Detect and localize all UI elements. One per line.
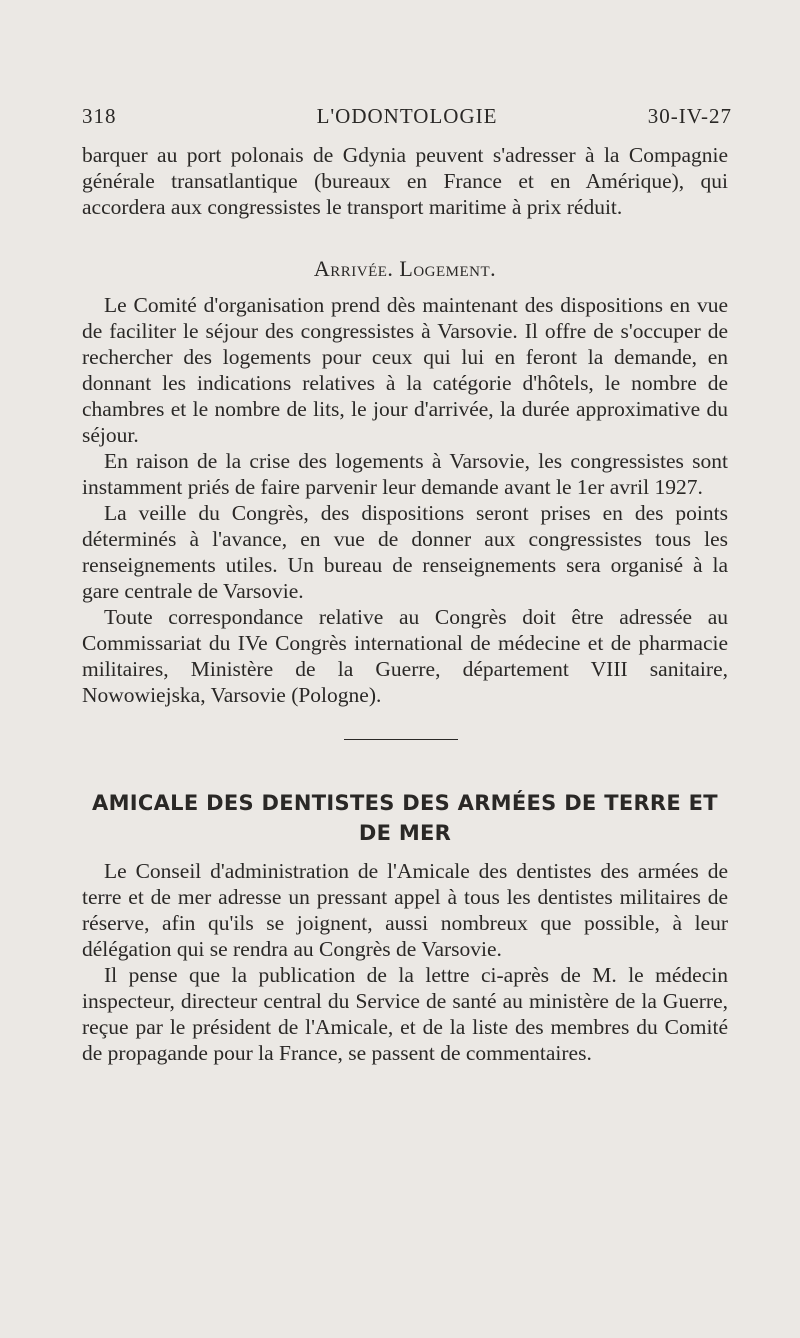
paragraph: La veille du Congrès, des dispositions seront prises en des points déterminés à l'avance, en vue de donner aux congressistes tous les renseignements utiles. Un bureau de renseignements sera organisé à la gare centrale de Varsovie. (82, 501, 728, 603)
article-title: AMICALE DES DENTISTES DES ARMÉES DE TERRE ET DE MER (92, 791, 718, 845)
paragraph: Le Conseil d'administration de l'Amicale des dentistes des armées de terre et de mer adresse un pressant appel à tous les dentistes militaires de réserve, afin qu'ils se joignent, aussi nombreux que possible, à leur délégation qui se rendra au Congrès de Varsovie. (82, 859, 728, 961)
page-number: 318 (82, 104, 117, 128)
issue-date: 30-IV-27 (647, 104, 732, 128)
section2-body (82, 858, 728, 1066)
running-header (82, 104, 732, 132)
paragraph: Le Comité d'organisation prend dès maintenant des dispositions en vue de faciliter le séjour des congressistes à Varsovie. Il offre de s'occuper de rechercher des logements pour ceux qui lui en feront la demande, en donnant les indications relatives à la catégorie d'hôtels, le nombre de chambres et le nombre de lits, le jour d'arrivée, la durée approximative du séjour. (82, 293, 728, 447)
section-heading: Arrivée. Logement. (313, 256, 497, 281)
running-title: L'ODONTOLOGIE (316, 104, 498, 128)
section-divider (344, 739, 458, 740)
paragraph: Toute correspondance relative au Congrès doit être adressée au Commissariat du IVe Congrès international de médecine et de pharmacie militaires, Ministère de la Guerre, département VIII sanitaire, Nowowiejska, Varsovie (Pologne). (82, 605, 728, 707)
section1-body (82, 292, 728, 708)
paragraph: Il pense que la publication de la lettre ci-après de M. le médecin inspecteur, directeur central du Service de santé au ministère de la Guerre, reçue par le président de l'Amicale, et de la liste des membres du Comité de propagande pour la France, se passent de commentaires. (82, 963, 728, 1065)
intro-paragraph: barquer au port polonais de Gdynia peuvent s'adresser à la Compagnie générale transatlantique (bureaux en France et en Amérique), qui accordera aux congressistes le transport maritime à prix réduit. (82, 143, 728, 219)
paragraph: En raison de la crise des logements à Varsovie, les congressistes sont instamment priés de faire parvenir leur demande avant le 1er avril 1927. (82, 449, 728, 499)
intro-paragraph-block (82, 142, 728, 220)
